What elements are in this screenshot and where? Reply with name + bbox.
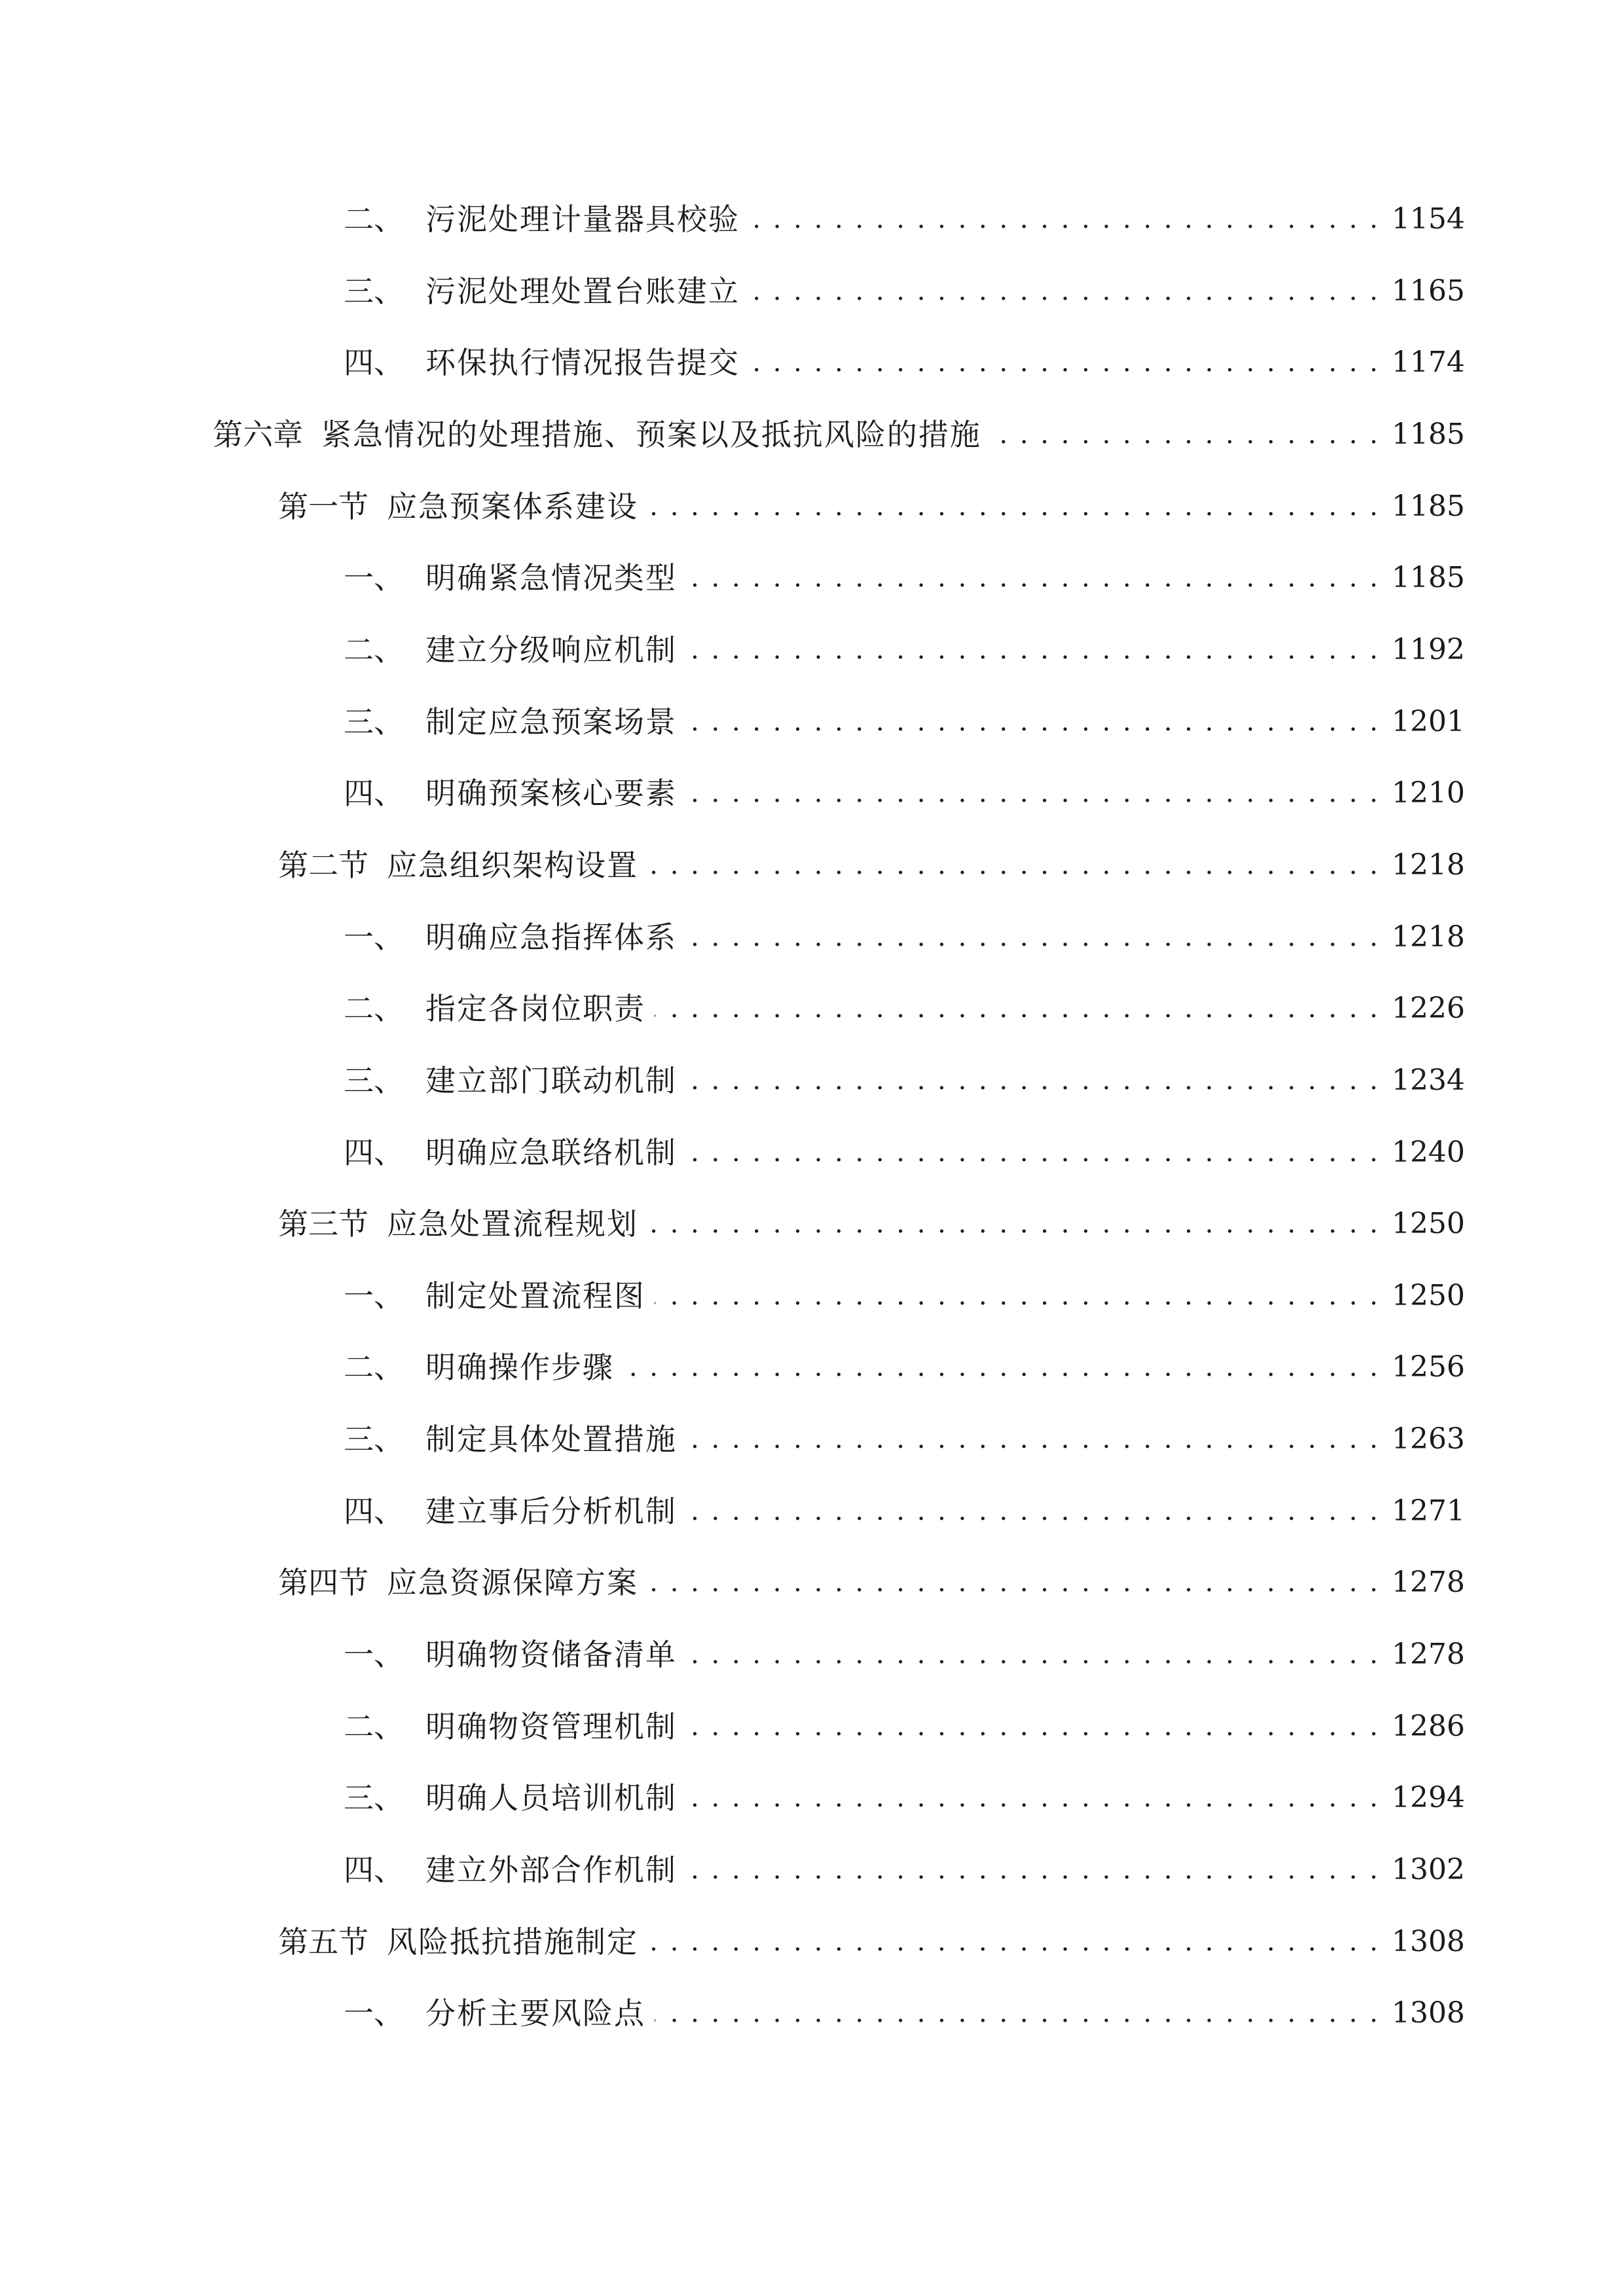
dot-leader	[749, 193, 1380, 245]
entry-title: 明确预案核心要素	[425, 776, 677, 811]
toc-entry[interactable]	[344, 1341, 1465, 1393]
page-number: 1286	[1392, 1710, 1465, 1743]
entry-title: 建立事后分析机制	[425, 1494, 677, 1529]
toc-entry[interactable]	[278, 1916, 1465, 1968]
toc-entry[interactable]	[344, 1987, 1465, 2039]
page-number: 1210	[1392, 776, 1465, 810]
dot-leader	[990, 408, 1380, 461]
toc-entry[interactable]	[344, 552, 1465, 604]
dot-leader	[647, 480, 1380, 533]
entry-title: 明确应急指挥体系	[425, 920, 677, 955]
page-number: 1218	[1392, 848, 1465, 882]
page-number: 1271	[1392, 1494, 1465, 1528]
toc-entry[interactable]	[278, 1556, 1465, 1609]
entry-number: 四、	[344, 1135, 404, 1170]
toc-entry[interactable]	[344, 1054, 1465, 1107]
page-number: 1278	[1392, 1638, 1465, 1671]
entry-title: 紧急情况的处理措施、预案以及抵抗风险的措施	[321, 417, 981, 452]
entry-number: 四、	[344, 776, 404, 811]
toc-entry[interactable]	[344, 1126, 1465, 1179]
page-number: 1154	[1392, 202, 1465, 236]
entry-number: 三、	[344, 274, 404, 309]
entry-title: 明确紧急情况类型	[425, 560, 677, 596]
dot-leader	[655, 982, 1380, 1035]
dot-leader	[686, 1700, 1380, 1753]
toc-entry[interactable]	[344, 1413, 1465, 1465]
entry-number: 一、	[344, 560, 404, 596]
entry-number: 第一节	[278, 489, 369, 524]
toc-entry[interactable]	[278, 839, 1465, 891]
dot-leader	[647, 1556, 1380, 1609]
entry-number: 二、	[344, 991, 404, 1026]
page-number: 1201	[1392, 705, 1465, 738]
entry-title: 明确物资储备清单	[425, 1637, 677, 1672]
entry-number: 二、	[344, 632, 404, 668]
entry-title: 制定具体处置措施	[425, 1422, 677, 1457]
page-number: 1174	[1392, 346, 1465, 379]
entry-title: 指定各岗位职责	[425, 991, 645, 1026]
entry-number: 二、	[344, 1350, 404, 1385]
entry-title: 制定处置流程图	[425, 1278, 645, 1314]
dot-leader	[686, 1844, 1380, 1896]
page-number: 1218	[1392, 920, 1465, 954]
entry-number: 三、	[344, 704, 404, 740]
entry-number: 一、	[344, 1637, 404, 1672]
dot-leader	[686, 1126, 1380, 1179]
page-number: 1294	[1392, 1781, 1465, 1814]
toc-entry[interactable]	[344, 624, 1465, 676]
dot-leader	[686, 552, 1380, 604]
entry-number: 一、	[344, 920, 404, 955]
page-number: 1250	[1392, 1207, 1465, 1240]
page-number: 1185	[1392, 561, 1465, 594]
toc-entry[interactable]	[278, 480, 1465, 533]
dot-leader	[647, 839, 1380, 891]
toc-entry[interactable]	[344, 1844, 1465, 1896]
page-number: 1308	[1392, 1925, 1465, 1958]
entry-title: 分析主要风险点	[425, 1996, 645, 2031]
entry-number: 三、	[344, 1063, 404, 1098]
entry-title: 建立分级响应机制	[425, 632, 677, 668]
entry-title: 明确操作步骤	[425, 1350, 614, 1385]
entry-number: 第四节	[278, 1565, 369, 1600]
toc-entry[interactable]	[344, 1772, 1465, 1824]
entry-number: 一、	[344, 1278, 404, 1314]
entry-number: 第六章	[213, 417, 303, 452]
toc-entry[interactable]	[344, 1485, 1465, 1537]
toc-entry[interactable]	[344, 193, 1465, 245]
entry-number: 二、	[344, 1709, 404, 1744]
dot-leader	[655, 1270, 1380, 1322]
entry-title: 应急预案体系建设	[387, 489, 638, 524]
page-number: 1165	[1392, 274, 1465, 308]
dot-leader	[686, 1054, 1380, 1107]
entry-number: 第三节	[278, 1206, 369, 1242]
page-number: 1234	[1392, 1064, 1465, 1097]
toc-entry[interactable]	[344, 1700, 1465, 1753]
entry-title: 污泥处理计量器具校验	[425, 202, 740, 237]
dot-leader	[686, 696, 1380, 748]
dot-leader	[686, 1628, 1380, 1681]
entry-number: 二、	[344, 202, 404, 237]
entry-title: 污泥处理处置台账建立	[425, 274, 740, 309]
entry-title: 明确物资管理机制	[425, 1709, 677, 1744]
entry-number: 四、	[344, 1852, 404, 1888]
entry-title: 明确人员培训机制	[425, 1780, 677, 1816]
dot-leader	[686, 911, 1380, 963]
dot-leader	[647, 1198, 1380, 1250]
entry-number: 四、	[344, 345, 404, 380]
toc-entry[interactable]	[344, 696, 1465, 748]
page-number: 1302	[1392, 1853, 1465, 1886]
page-number: 1192	[1392, 633, 1465, 666]
toc-entry[interactable]	[213, 408, 1465, 461]
dot-leader	[686, 1413, 1380, 1465]
dot-leader	[686, 767, 1380, 819]
entry-title: 环保执行情况报告提交	[425, 345, 740, 380]
dot-leader	[655, 1987, 1380, 2039]
toc-entry[interactable]	[344, 336, 1465, 389]
dot-leader	[623, 1341, 1380, 1393]
page-number: 1278	[1392, 1566, 1465, 1599]
page-number: 1185	[1392, 418, 1465, 451]
toc-entry[interactable]	[344, 1270, 1465, 1322]
page-number: 1308	[1392, 1996, 1465, 2030]
page-number: 1185	[1392, 490, 1465, 523]
page-number: 1250	[1392, 1279, 1465, 1312]
toc-entry[interactable]	[278, 1198, 1465, 1250]
entry-title: 建立部门联动机制	[425, 1063, 677, 1098]
toc-entry[interactable]	[344, 767, 1465, 819]
dot-leader	[647, 1916, 1380, 1968]
entry-title: 应急组织架构设置	[387, 848, 638, 883]
entry-number: 四、	[344, 1494, 404, 1529]
entry-title: 建立外部合作机制	[425, 1852, 677, 1888]
dot-leader	[686, 624, 1380, 676]
entry-title: 应急处置流程规划	[387, 1206, 638, 1242]
toc-entry[interactable]	[344, 911, 1465, 963]
dot-leader	[749, 336, 1380, 389]
entry-title: 制定应急预案场景	[425, 704, 677, 740]
dot-leader	[686, 1772, 1380, 1824]
dot-leader	[686, 1485, 1380, 1537]
entry-number: 一、	[344, 1996, 404, 2031]
entry-title: 明确应急联络机制	[425, 1135, 677, 1170]
entry-number: 第五节	[278, 1924, 369, 1960]
dot-leader	[749, 265, 1380, 317]
entry-number: 三、	[344, 1780, 404, 1816]
toc-entry[interactable]	[344, 1628, 1465, 1681]
entry-number: 三、	[344, 1422, 404, 1457]
page-number: 1263	[1392, 1422, 1465, 1456]
entry-title: 应急资源保障方案	[387, 1565, 638, 1600]
page-number: 1240	[1392, 1136, 1465, 1169]
toc-entry[interactable]	[344, 982, 1465, 1035]
toc-entry[interactable]	[344, 265, 1465, 317]
entry-number: 第二节	[278, 848, 369, 883]
entry-title: 风险抵抗措施制定	[387, 1924, 638, 1960]
page-number: 1256	[1392, 1350, 1465, 1384]
page-number: 1226	[1392, 992, 1465, 1025]
